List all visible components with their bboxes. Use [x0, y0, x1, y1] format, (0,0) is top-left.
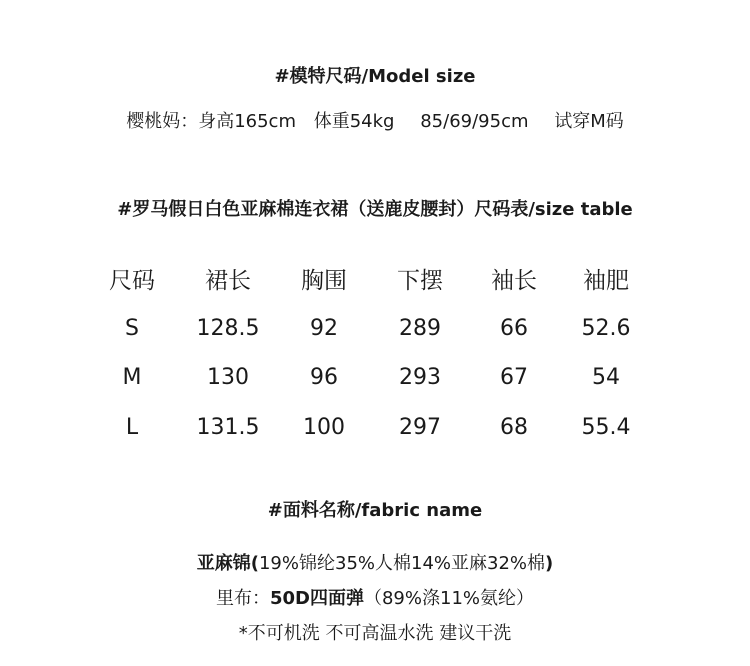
model-weight: 体重54kg: [313, 111, 395, 132]
size-table: [84, 254, 652, 452]
cell-bust: 96: [310, 365, 338, 391]
size-table-header-row: [84, 254, 652, 304]
lining-label: 里布：: [215, 588, 270, 609]
cell-hem: 297: [399, 414, 441, 440]
cell-bust: 92: [310, 315, 338, 341]
cell-sleeve-length: 66: [500, 315, 528, 341]
cell-size: L: [125, 414, 139, 440]
fabric-name: 亚麻锦(: [196, 553, 259, 574]
cell-skirt-length: 128.5: [196, 315, 260, 341]
cell-sleeve-width: 52.6: [581, 315, 631, 341]
table-row: [84, 353, 652, 403]
table-row: [84, 304, 652, 354]
model-name: 樱桃妈：: [126, 111, 199, 132]
fabric-composition: 19%锦纶35%人棉14%亚麻32%棉: [258, 553, 546, 574]
cell-size: S: [125, 315, 139, 341]
header-skirt-length: 裙长: [205, 268, 251, 295]
fabric-heading: #面料名称/fabric name: [267, 500, 483, 521]
header-size: 尺码: [109, 268, 155, 295]
care-instructions: *不可机洗 不可高温水洗 建议干洗: [238, 623, 512, 644]
cell-hem: 293: [399, 365, 441, 391]
cell-size: M: [122, 365, 142, 391]
lining-line: [0, 584, 750, 610]
fabric-name-line: [0, 549, 750, 575]
header-bust: 胸围: [301, 268, 347, 295]
model-fit: 试穿M码: [554, 111, 624, 132]
lining-name: 50D四面弹: [269, 588, 364, 609]
header-hem: 下摆: [397, 268, 443, 295]
cell-sleeve-length: 68: [500, 414, 528, 440]
model-height: 身高165cm: [198, 111, 296, 132]
model-info-line: [0, 107, 750, 133]
header-sleeve-length: 袖长: [491, 268, 537, 295]
size-table-heading: #罗马假日白色亚麻棉连衣裙（送鹿皮腰封）尺码表/size table: [117, 199, 633, 220]
cell-sleeve-length: 67: [500, 365, 528, 391]
cell-bust: 100: [303, 414, 345, 440]
model-measurements: 85/69/95cm: [420, 111, 529, 132]
fabric-close: ): [545, 553, 554, 574]
cell-skirt-length: 131.5: [196, 414, 260, 440]
table-row: [84, 403, 652, 453]
cell-skirt-length: 130: [207, 365, 249, 391]
model-size-heading: #模特尺码/Model size: [274, 66, 476, 87]
cell-sleeve-width: 54: [592, 365, 620, 391]
header-sleeve-width: 袖肥: [583, 268, 629, 295]
lining-composition: （89%涤11%氨纶）: [363, 588, 534, 609]
cell-hem: 289: [399, 315, 441, 341]
cell-sleeve-width: 55.4: [581, 414, 631, 440]
